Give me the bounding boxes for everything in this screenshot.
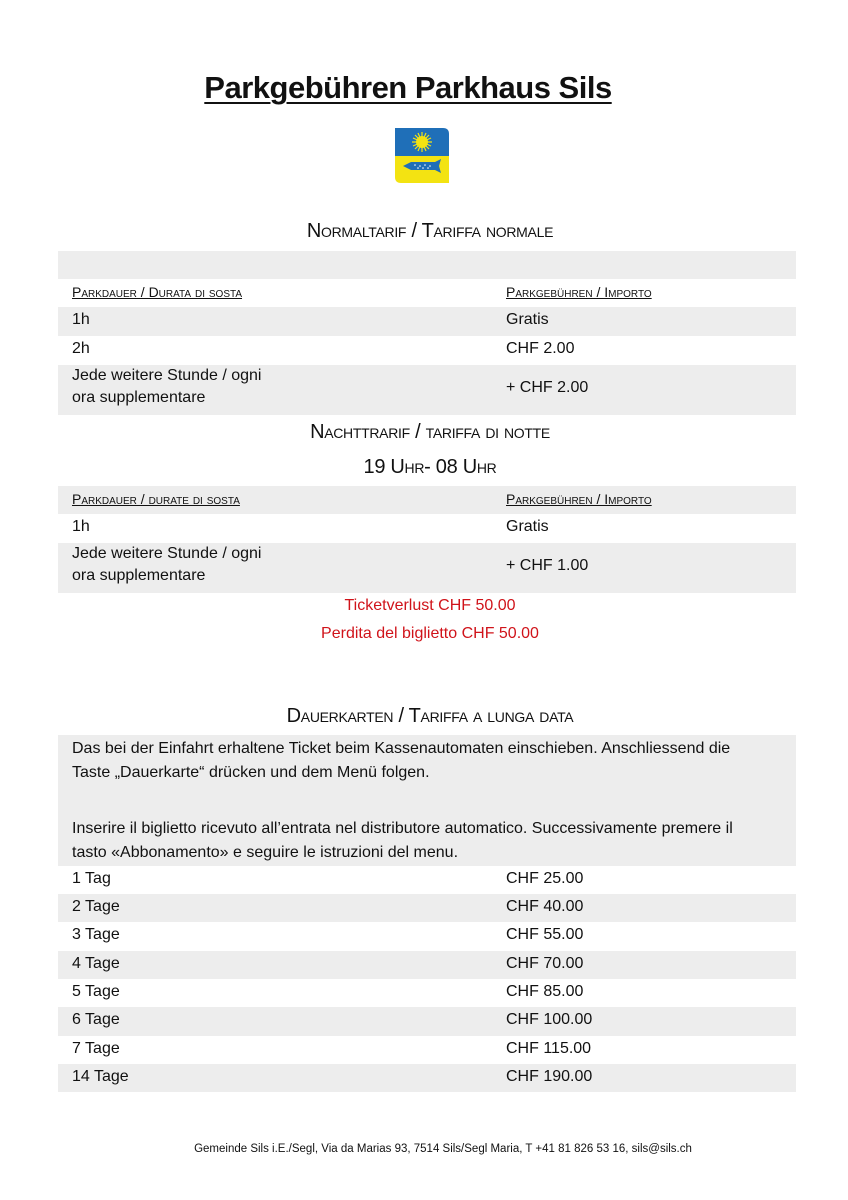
table-row: [58, 514, 796, 543]
table-row: [58, 1036, 796, 1064]
blank-row: [58, 251, 796, 279]
duration: 4 Tage: [72, 955, 120, 972]
price: + CHF 2.00: [506, 379, 589, 396]
duration-line2: ora supplementare: [72, 389, 206, 406]
table-row: [58, 979, 796, 1007]
price: CHF 115.00: [506, 1040, 592, 1057]
table-row: [58, 894, 796, 922]
duration-line1: Jede weitere Stunde / ogni: [72, 545, 262, 562]
price: CHF 85.00: [506, 983, 584, 1000]
price: CHF 40.00: [506, 898, 584, 915]
ticket-lost-de: Ticketverlust CHF 50.00: [344, 597, 516, 614]
table-header: [58, 279, 796, 307]
duration: 7 Tage: [72, 1040, 120, 1057]
duration: 1h: [72, 311, 90, 328]
table-row: [58, 543, 796, 593]
longterm-instructions: [58, 735, 796, 866]
duration: 6 Tage: [72, 1011, 120, 1028]
instructions-it-line1: Inserire il biglietto ricevuto all’entrata nel distributore automatico. Successivamente premere il: [72, 820, 733, 837]
duration: 1 Tag: [72, 870, 111, 887]
price: CHF 55.00: [506, 926, 584, 943]
col-price-header: Parkgebühren / Importo: [506, 491, 652, 507]
ticket-lost-it: Perdita del biglietto CHF 50.00: [321, 625, 539, 642]
price: CHF 100.00: [506, 1011, 593, 1028]
duration: 14 Tage: [72, 1068, 129, 1085]
footer-address: Gemeinde Sils i.E./Segl, Via da Marias 93, 7514 Sils/Segl Maria, T +41 81 826 53 16, sils@sils.ch: [194, 1143, 692, 1155]
col-duration-header: Parkdauer / Durata di sosta: [72, 284, 243, 300]
duration-line2: ora supplementare: [72, 567, 206, 584]
page-title: [0, 70, 816, 106]
table-header: [58, 486, 796, 514]
price: + CHF 1.00: [506, 557, 589, 574]
longterm-heading: Dauerkarten / Tariffa a lunga data: [286, 705, 574, 727]
duration: 2 Tage: [72, 898, 120, 915]
price: Gratis: [506, 311, 549, 328]
table-row: [58, 365, 796, 415]
duration: 3 Tage: [72, 926, 120, 943]
price: CHF 2.00: [506, 340, 575, 357]
price: Gratis: [506, 518, 549, 535]
table-row: [58, 307, 796, 336]
price: CHF 70.00: [506, 955, 584, 972]
normal-tariff-heading: Normaltarif / Tariffa normale: [306, 220, 554, 242]
col-price-header: Parkgebühren / Importo: [506, 284, 652, 300]
col-duration-header: Parkdauer / durate di sosta: [72, 491, 240, 507]
table-row: [58, 1064, 796, 1092]
table-row: [58, 951, 796, 979]
instructions-de-line2: Taste „Dauerkarte“ drücken und dem Menü folgen.: [72, 764, 430, 781]
page-title-text: Parkgebühren Parkhaus Sils: [204, 70, 612, 105]
duration: 1h: [72, 518, 90, 535]
duration-line1: Jede weitere Stunde / ogni: [72, 367, 262, 384]
table-row: [58, 1007, 796, 1036]
night-hours: 19 Uhr- 08 Uhr: [363, 456, 497, 478]
instructions-de-line1: Das bei der Einfahrt erhaltene Ticket beim Kassenautomaten einschieben. Anschliessend die: [72, 740, 731, 757]
duration: 2h: [72, 340, 90, 357]
price: CHF 25.00: [506, 870, 584, 887]
table-row: [58, 336, 796, 365]
table-row: [58, 922, 796, 951]
duration: 5 Tage: [72, 983, 120, 1000]
table-row: [58, 866, 796, 894]
night-tariff-heading: Nachttrarif / tariffa di notte: [310, 421, 550, 443]
sils-coat-of-arms-icon: [395, 128, 449, 183]
price: CHF 190.00: [506, 1068, 593, 1085]
instructions-it-line2: tasto «Abbonamento» e seguire le istruzioni del menu.: [72, 844, 459, 861]
